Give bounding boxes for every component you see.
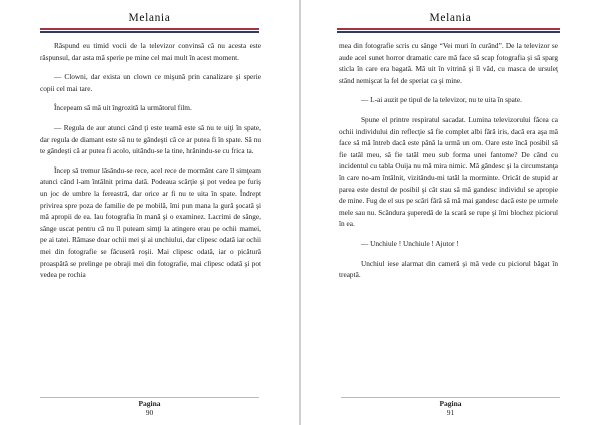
paragraph: — Unchiule ! Unchiule ! Ajutor ! [361,238,459,248]
paragraph: — L-ai auzit pe tipul de la televizor, nu te uita în spate. [361,95,522,105]
right-page [301,0,600,425]
page-header: Melania [128,12,171,24]
page-header: Melania [429,12,472,24]
paragraph: — Clowni, dar exista un clown ce mişună prin canalizare şi sperie copii cel mai tare. [40,72,261,93]
paragraph: Spune el printre respiratul sacadat. Lumina televizorului făcea ca ochii individului din reflecţie să fie complet albi fără iris, dacă era aşa mă face să mă întreb dacă este până la urmă un om. Oare este încă posibil să fie tatăl meu, să fie tatăl meu sub forma unei fantome? De când cu incidentul cu tabla Ouija nu mă mira nimic. Mă gândesc şi la circumstanţa în care no-am întâlnit, vizitându-mi tatăl la morminte. Oricât de stupid ar parea este destul de posibil şi cât stau să mă gandesc individul se apropie de mine. Fug de el sus pe scări fără să mă mai gandesc dacă este pe urmele mele sau nu. Scândura şuperedă de la scară se rupe şi îmi blochez piciorul în ea. [339,114,558,229]
footer-divider [341,397,560,398]
paragraph: Încep să tremur lăsându-se rece, acel rece de mormânt care îl simţeam atunci când l-am întâlnit prima dată. Podeaua scârţie şi pot vedea pe furiş un joc de umbre la fereastră, dar orice ar fi nu te uita în spate. Îndrept privirea spre poza de familie de pe mobilă, îmi pun mana la gură şocată şi mă apropii de ea. Iau fotografia în mană şi o examinez. Lacrimi de sânge, sânge uscat pentru că nu îl puteam simţi la atingere erau pe ochii mamei, pe ai tatei. Rămase doar ochii mei şi ai unchiului, dar clipesc odată iar ochii mei din fotografie se făcuseră roşii. Mai clipesc odată, iar o picătură proaspătă se prelinge pe obraji mei din fotografie, mai clipesc odată şi pot vedea pe rochia [40,165,261,280]
footer-divider [40,397,259,398]
paragraph: Începeam să mă uit îngrozită la următorul film. [54,103,192,113]
page-number: 90 [145,408,154,417]
page-body [339,40,558,387]
footer-label: Pagina [439,399,462,408]
paragraph: Răspund eu timid vocii de la televizor convinsă că nu acesta este răspunsul, dar asta mă sperie pe mine cel mai mult în acest moment. [40,41,261,62]
page-footer [0,399,299,417]
page-number: 91 [446,408,455,417]
page-body [40,40,261,387]
header-rule-blue [337,31,560,33]
header-rule-red [40,28,259,30]
left-page [0,0,299,425]
paragraph: — Regula de aur atunci când ţi este teamă este să nu te uiţi în spate, dar regula de diamant este să nu te gândeşti că ce ar putea fi în spate. Să nu te gândeşti că ar putea fi acolo, uitându-se la tine, hrănindu-se cu frica ta. [40,122,261,156]
paragraph: Unchiul iese alarmat din cameră şi mă vede cu piciorul băgat în treaptă. [339,258,558,280]
page-footer [301,399,600,417]
footer-label: Pagina [138,399,161,408]
header-rule-blue [40,31,259,33]
paragraph: mea din fotografie scris cu sânge “Vei muri în curând”. De la televizor se aude acel sunet horror dramatic care mă face să scap fotografia şi să sparg sticla în care era bagată. Mă uit în vitrină şi îl văd, cu masca de ursuleţ stând nemişcat la fel de speriat ca şi mine. [339,41,558,85]
header-rule-red [337,28,560,30]
